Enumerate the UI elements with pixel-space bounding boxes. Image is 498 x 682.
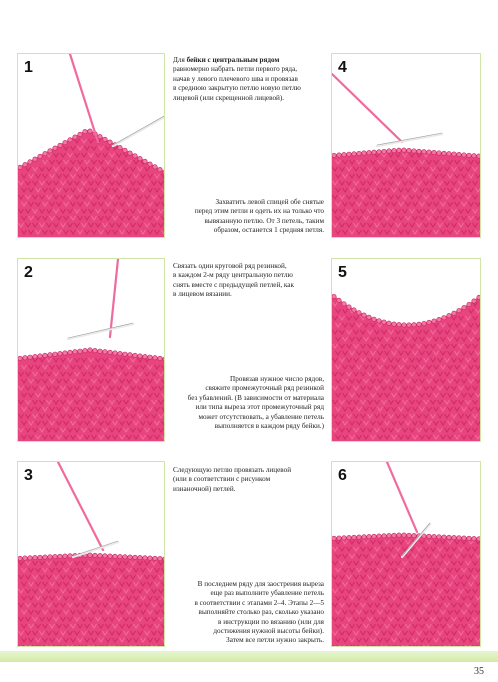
page-number: 35 <box>474 666 484 677</box>
photo-step-3 <box>17 461 165 647</box>
knitting-needle-icon <box>377 134 442 146</box>
step-3-text: Следующую петлю провязать лицевой (или в соответствии с рисунком изнаночной) петлей. <box>173 466 292 493</box>
photo-step-5 <box>331 258 481 442</box>
step-6-text: В последнем ряду для заострения выреза еще раз выполните убавление петель в соответствии с этапами 2–4. Этапы 2—5 выполняйте столько раз, сколько указано в инструкции по вязанию (или для достижения нужной высоты бейки). Затем все петли нужно закрыть. <box>194 580 324 645</box>
step-5-text: Провязав нужное число рядов, свяжите промежуточный ряд резинкой без убавлений. (В зависимости от материала или типа выреза этот промежуточный ряд может отсутствовать, а убавление петель выполняется в каждом ряду бейки.) <box>187 375 324 431</box>
photo-step-6 <box>331 461 481 647</box>
photo-step-1 <box>17 53 165 238</box>
step-number-5: 5 <box>338 264 347 281</box>
step-number-3: 3 <box>24 467 33 484</box>
step-1-text: Для бейки с центральным рядом равномерно набрать петли первого ряда, начав у левого плечевого шва и провязав в среднюю закрытую петлю новую петлю лицевой (или скрещенной лицевой). <box>173 56 301 102</box>
footer-band <box>0 651 498 662</box>
step-number-1: 1 <box>24 59 33 76</box>
knitting-photo-illustration <box>332 259 480 441</box>
step-number-2: 2 <box>24 264 33 281</box>
step-4-text: Захватить левой спицей обе снятые перед этим петли и одеть их на только что вывязанную петлю. От 3 петель, таким образом, останется 1 средняя петля. <box>194 198 324 235</box>
photo-step-4 <box>331 53 481 238</box>
knitting-needle-icon <box>68 324 133 339</box>
knitting-photo-illustration <box>332 54 480 237</box>
step-2-text: Связать один круговой ряд резинкой, в каждом 2-м ряду центральную петлю снять вместе с предыдущей петлей, как в лицевом вязании. <box>173 262 294 299</box>
step-number-4: 4 <box>338 59 347 76</box>
knitting-photo-illustration <box>18 54 164 237</box>
step-number-6: 6 <box>338 467 347 484</box>
photo-step-2 <box>17 258 165 442</box>
knitting-photo-illustration <box>332 462 480 646</box>
knitting-photo-illustration <box>18 259 164 441</box>
knitting-photo-illustration <box>18 462 164 646</box>
